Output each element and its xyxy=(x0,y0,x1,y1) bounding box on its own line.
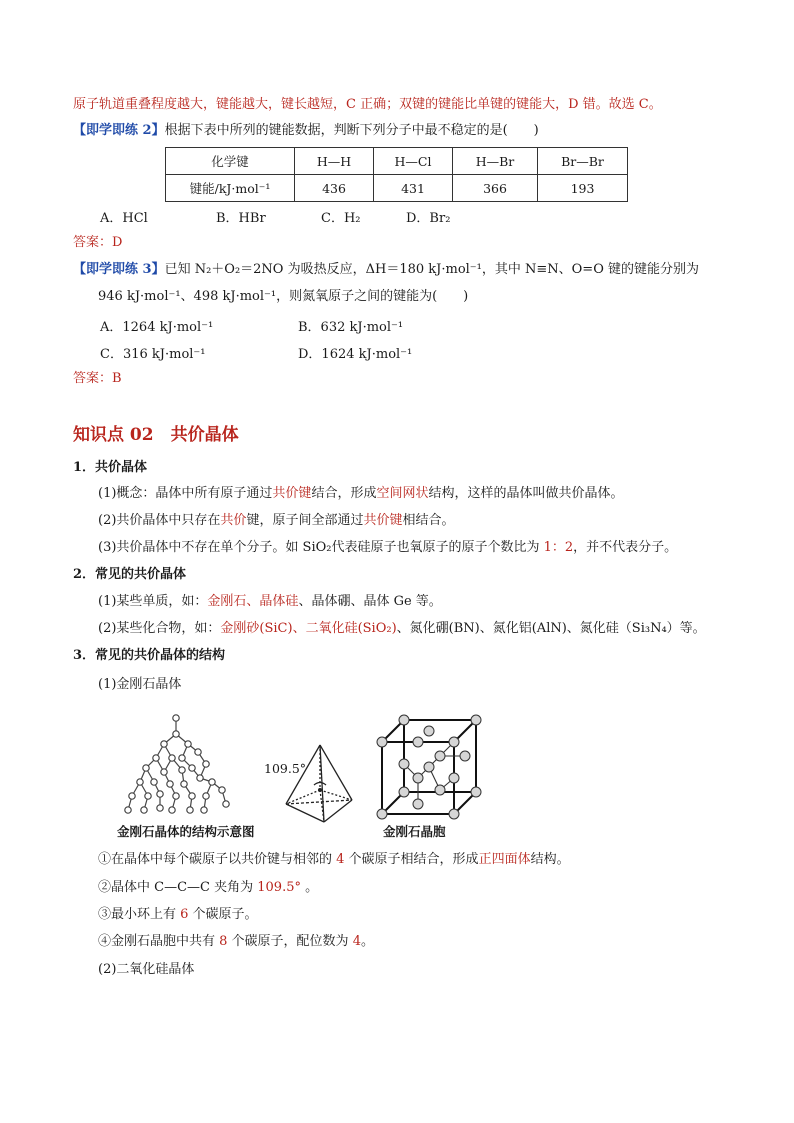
exercise3-text-line2: 946 kJ·mol⁻¹、498 kJ·mol⁻¹，则氮氧原子之间的键能为( ) xyxy=(98,289,469,304)
paragraph-elements xyxy=(98,593,442,611)
exercise2-question xyxy=(73,122,539,140)
heading-structures: 3．常见的共价晶体的结构 xyxy=(73,648,226,663)
table-header-cell: Br—Br xyxy=(538,148,628,175)
text-span: 个碳原子。 xyxy=(188,907,258,922)
text-span: 。 xyxy=(300,880,319,895)
highlight-text: 共价键 xyxy=(272,486,312,501)
paragraph-no-molecule xyxy=(98,539,677,557)
text-span: ①在晶体中每个碳原子以共价键与相邻的 xyxy=(98,852,337,867)
tetrahedron-figure xyxy=(280,740,360,830)
text-span: (2)共价晶体中只存在 xyxy=(98,513,221,528)
highlight-text: 金刚砂(SiC)、二氧化硅(SiO₂) xyxy=(220,621,397,636)
text-span: (1)某些单质，如： xyxy=(98,594,208,609)
exercise2-tag: 【即学即练 2】 xyxy=(73,123,165,138)
exercise3-answer: 答案：B xyxy=(73,371,122,386)
highlight-text: 6 xyxy=(180,907,189,922)
text-span: 结构，这样的晶体叫做共价晶体。 xyxy=(428,486,624,501)
paragraph-diamond: (1)金刚石晶体 xyxy=(98,677,182,692)
exercise2-option-a: A．HCl xyxy=(100,211,148,226)
table-header-cell: H—Br xyxy=(453,148,538,175)
text-span: ③最小环上有 xyxy=(98,907,181,922)
text-span: ④金刚石晶胞中共有 xyxy=(98,934,220,949)
text-span: 键，原子间全部通过 xyxy=(246,513,364,528)
fact-1 xyxy=(98,851,570,869)
highlight-text: 空间网状 xyxy=(376,486,429,501)
exercise2-option-c: C．H₂ xyxy=(321,211,361,226)
heading-common-crystals: 2．常见的共价晶体 xyxy=(73,567,187,582)
highlight-text: 正四面体 xyxy=(478,852,531,867)
text-span: 、晶体硼、晶体 Ge 等。 xyxy=(298,594,442,609)
table-header-row xyxy=(166,148,628,175)
highlight-text: 共价 xyxy=(220,513,247,528)
text-span: 。 xyxy=(360,934,374,949)
highlight-text: 共价键 xyxy=(363,513,403,528)
intro-line: 原子轨道重叠程度越大，键能越大，键长越短，C 正确；双键的键能比单键的键能大，D 错。故选 C。 xyxy=(73,97,662,112)
text-span: 个碳原子，配位数为 xyxy=(227,934,353,949)
fact-3 xyxy=(98,906,258,924)
table-header-cell: 化学键 xyxy=(166,148,295,175)
exercise2-option-d: D．Br₂ xyxy=(406,211,451,226)
table-cell: 366 xyxy=(453,175,538,202)
text-span: ②晶体中 C—C—C 夹角为 xyxy=(98,880,258,895)
fact-2 xyxy=(98,879,318,897)
paragraph-compounds xyxy=(98,620,706,638)
table-row-label: 键能/kJ·mol⁻¹ xyxy=(166,175,295,202)
angle-label: 109.5° xyxy=(264,761,307,776)
table-cell: 193 xyxy=(538,175,628,202)
text-span: 个碳原子相结合，形成 xyxy=(344,852,479,867)
text-span: ，并不代表分子。 xyxy=(573,540,678,555)
exercise2-option-b: B．HBr xyxy=(216,211,266,226)
table-header-cell: H—Cl xyxy=(374,148,453,175)
paragraph-bond-only xyxy=(98,512,454,530)
heading-covalent-crystal: 1．共价晶体 xyxy=(73,460,148,475)
bond-energy-table xyxy=(165,147,628,202)
exercise2-text: 根据下表中所列的键能数据，判断下列分子中最不稳定的是( ) xyxy=(164,123,539,138)
highlight-text: 4 xyxy=(352,934,361,949)
text-span: (1)概念：晶体中所有原子通过 xyxy=(98,486,273,501)
exercise3-option-b: B．632 kJ·mol⁻¹ xyxy=(298,320,404,335)
highlight-text: 109.5° xyxy=(257,880,301,895)
highlight-text: 1：2 xyxy=(543,540,574,555)
table-row xyxy=(166,175,628,202)
exercise3-question xyxy=(73,261,699,279)
highlight-text: 8 xyxy=(219,934,228,949)
text-span: (2)某些化合物，如： xyxy=(98,621,221,636)
unit-cell-figure xyxy=(374,712,486,824)
figure-caption-unit-cell: 金刚石晶胞 xyxy=(383,824,446,839)
text-span: (3)共价晶体中不存在单个分子。如 SiO₂代表硅原子也氧原子的原子个数比为 xyxy=(98,540,544,555)
text-span: 相结合。 xyxy=(402,513,455,528)
highlight-text: 金刚石、晶体硅 xyxy=(207,594,299,609)
exercise2-answer: 答案：D xyxy=(73,235,123,250)
highlight-text: 4 xyxy=(336,852,345,867)
figure-caption-structure: 金刚石晶体的结构示意图 xyxy=(117,824,255,839)
exercise3-option-d: D．1624 kJ·mol⁻¹ xyxy=(298,347,413,362)
paragraph-silica: (2)二氧化硅晶体 xyxy=(98,962,195,977)
table-header-cell: H—H xyxy=(295,148,374,175)
text-span: 、氮化硼(BN)、氮化铝(AlN)、氮化硅（Si₃N₄）等。 xyxy=(396,621,706,636)
table-cell: 436 xyxy=(295,175,374,202)
exercise3-option-c: C．316 kJ·mol⁻¹ xyxy=(100,347,206,362)
table-cell: 431 xyxy=(374,175,453,202)
exercise3-option-a: A．1264 kJ·mol⁻¹ xyxy=(100,320,214,335)
section-title: 知识点 02 共价晶体 xyxy=(73,425,239,445)
paragraph-concept xyxy=(98,485,623,503)
text-span: 结合，形成 xyxy=(311,486,377,501)
diamond-structure-figure xyxy=(110,712,250,824)
exercise3-tag: 【即学即练 3】 xyxy=(73,262,165,277)
text-span: 结构。 xyxy=(530,852,570,867)
exercise3-text-line1: 已知 N₂＋O₂＝2NO 为吸热反应，ΔH＝180 kJ·mol⁻¹，其中 N≡N、O=O 键的键能分别为 xyxy=(164,262,699,277)
fact-4 xyxy=(98,933,374,951)
